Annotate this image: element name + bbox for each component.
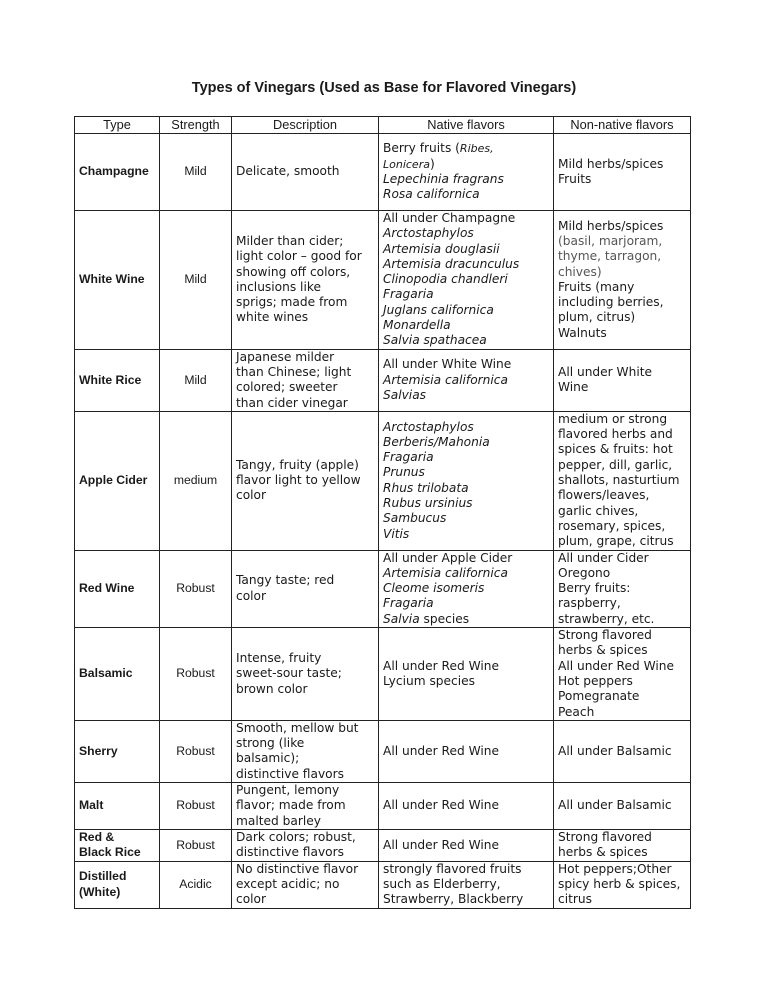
text-fragment: All under White Wine	[383, 357, 512, 372]
cell-line: (basil, marjoram,	[558, 233, 663, 248]
species-name: Sambucus	[383, 511, 447, 526]
species-name: Fragaria	[383, 596, 434, 611]
cell-line: sprigs; made from	[236, 295, 348, 310]
species-name: Artemisia dracunculus	[383, 256, 520, 271]
cell-line: White Rice	[79, 372, 142, 387]
cell-type	[75, 829, 160, 861]
cell-description	[232, 349, 379, 411]
cell-line: plum, citrus)	[558, 310, 636, 325]
cell-line	[383, 272, 549, 287]
species-name: Artemisia californica	[383, 372, 508, 387]
header-type: Type	[75, 117, 160, 134]
cell-line: spicy herb & spices,	[558, 876, 681, 891]
cell-line: Balsamic	[79, 666, 133, 681]
cell-non-native-flavors	[554, 861, 691, 908]
cell-line: Dark colors; robust,	[236, 829, 356, 844]
cell-line	[383, 187, 549, 202]
cell-line	[383, 838, 549, 853]
species-name: Artemisia californica	[383, 565, 508, 580]
species-name: Artemisia douglasii	[383, 241, 500, 256]
cell-line	[383, 450, 549, 465]
cell-line: showing off colors,	[236, 264, 351, 279]
cell-line: Smooth, mellow but	[236, 720, 359, 735]
cell-line: Mild herbs/spices	[558, 156, 664, 171]
cell-line: plum, grape, citrus	[558, 534, 674, 549]
cell-non-native-flavors	[554, 550, 691, 627]
cell-line: inclusions like	[236, 279, 321, 294]
cell-line	[383, 141, 549, 156]
cell-line: Berry fruits:	[558, 581, 631, 596]
vinegar-table	[74, 116, 691, 909]
cell-line: strong (like	[236, 736, 305, 751]
cell-line: Mild herbs/spices	[558, 218, 664, 233]
cell-line: Wine	[558, 380, 589, 395]
species-name: Juglans californica	[383, 302, 494, 317]
cell-line: including berries,	[558, 295, 664, 310]
cell-line: All under Cider	[558, 550, 649, 565]
cell-line: except acidic; no	[236, 876, 340, 891]
cell-line: colored; sweeter	[236, 380, 338, 395]
cell-line	[383, 333, 549, 348]
cell-line	[383, 892, 549, 907]
cell-line	[383, 373, 549, 388]
species-name: Clinopodia chandleri	[383, 272, 508, 287]
cell-line: No distinctive flavor	[236, 861, 359, 876]
cell-non-native-flavors	[554, 720, 691, 782]
text-fragment: All under Red Wine	[383, 798, 499, 813]
cell-line: Fruits (many	[558, 279, 635, 294]
cell-line: Milder than cider;	[236, 233, 344, 248]
cell-description	[232, 411, 379, 550]
cell-native-flavors	[379, 349, 554, 411]
cell-line: Malt	[79, 798, 104, 813]
cell-line	[383, 420, 549, 435]
cell-line: Japanese milder	[236, 349, 335, 364]
cell-non-native-flavors	[554, 628, 691, 721]
cell-line: than Chinese; light	[236, 364, 352, 379]
cell-line: All under White	[558, 364, 652, 379]
cell-line	[383, 226, 549, 241]
cell-line	[383, 744, 549, 759]
cell-line: All under Balsamic	[558, 798, 672, 813]
cell-line: All under Red Wine	[558, 658, 674, 673]
cell-line: Tangy taste; red	[236, 573, 335, 588]
cell-line	[383, 465, 549, 480]
cell-line: raspberry,	[558, 596, 621, 611]
text-fragment: All under Red Wine	[383, 658, 499, 673]
text-fragment: All under Apple Cider	[383, 550, 513, 565]
cell-native-flavors	[379, 211, 554, 350]
cell-line	[383, 877, 549, 892]
cell-strength: Acidic	[160, 861, 232, 908]
cell-line	[383, 242, 549, 257]
cell-non-native-flavors	[554, 134, 691, 211]
cell-strength: medium	[160, 411, 232, 550]
table-row	[75, 211, 691, 350]
page-title: Types of Vinegars (Used as Base for Flavored Vinegars)	[191, 80, 577, 96]
species-name: Arctostaphylos	[383, 419, 474, 434]
species-name: Vitis	[383, 526, 410, 541]
table-row	[75, 550, 691, 627]
cell-line: Pungent, lemony	[236, 783, 340, 798]
table-header-row	[75, 117, 691, 134]
cell-line	[383, 674, 549, 689]
table-body	[75, 134, 691, 909]
species-name: Fragaria	[383, 287, 434, 302]
cell-native-flavors	[379, 411, 554, 550]
table-row	[75, 861, 691, 908]
table-row	[75, 782, 691, 829]
cell-line	[383, 566, 549, 581]
cell-non-native-flavors	[554, 211, 691, 350]
cell-strength: Robust	[160, 720, 232, 782]
species-name: Berberis/Mahonia	[383, 434, 490, 449]
cell-line: color	[236, 892, 267, 907]
table-row	[75, 411, 691, 550]
cell-line: white wines	[236, 310, 309, 325]
cell-non-native-flavors	[554, 782, 691, 829]
cell-line	[383, 157, 549, 172]
text-fragment: such as Elderberry,	[383, 876, 501, 891]
cell-line: distinctive flavors	[236, 845, 344, 860]
text-fragment: )	[429, 156, 435, 171]
cell-line: Pomegranate	[558, 689, 640, 704]
cell-line: than cider vinegar	[236, 395, 348, 410]
cell-line	[383, 612, 549, 627]
cell-line	[383, 659, 549, 674]
cell-description	[232, 211, 379, 350]
cell-line: Strong flavored	[558, 829, 652, 844]
cell-non-native-flavors	[554, 829, 691, 861]
species-name: Cleome isomeris	[383, 581, 485, 596]
cell-strength: Robust	[160, 782, 232, 829]
species-name: Salvia spathacea	[383, 333, 487, 348]
species-name: Rubus ursinius	[383, 495, 473, 510]
cell-line: Hot peppers;Other	[558, 861, 672, 876]
cell-line: balsamic);	[236, 751, 300, 766]
cell-line: Walnuts	[558, 325, 607, 340]
cell-description	[232, 628, 379, 721]
cell-strength: Mild	[160, 134, 232, 211]
cell-line	[383, 357, 549, 372]
table-row	[75, 720, 691, 782]
cell-line: Fruits	[558, 172, 592, 186]
cell-line	[383, 257, 549, 272]
cell-line: herbs & spices	[558, 643, 648, 658]
cell-line: Tangy, fruity (apple)	[236, 457, 359, 472]
cell-line: brown color	[236, 681, 308, 696]
table-row	[75, 349, 691, 411]
table-row	[75, 628, 691, 721]
text-fragment: Strawberry, Blackberry	[383, 892, 524, 907]
cell-line: malted barley	[236, 813, 321, 828]
header-strength: Strength	[160, 117, 232, 134]
cell-line	[383, 481, 549, 496]
text-fragment: strongly flavored fruits	[383, 861, 522, 876]
text-fragment: Lycium species	[383, 673, 475, 688]
cell-line: Hot peppers	[558, 673, 633, 688]
cell-type	[75, 211, 160, 350]
species-name: Lonicera	[383, 157, 430, 171]
cell-strength: Mild	[160, 211, 232, 350]
species-name: Fragaria	[383, 450, 434, 465]
species-name: Salvia	[383, 611, 420, 626]
cell-line	[383, 211, 549, 226]
cell-line	[383, 318, 549, 333]
species-name: Monardella	[383, 318, 451, 333]
cell-line: citrus	[558, 892, 592, 907]
cell-description	[232, 782, 379, 829]
cell-line: Strong flavored	[558, 628, 652, 643]
cell-line: Oregono	[558, 565, 611, 580]
cell-description	[232, 550, 379, 627]
cell-description	[232, 720, 379, 782]
cell-line: color	[236, 488, 267, 503]
cell-line: sweet-sour taste;	[236, 666, 342, 681]
cell-line	[383, 551, 549, 566]
cell-non-native-flavors	[554, 411, 691, 550]
cell-line: White Wine	[79, 272, 145, 287]
cell-line: chives)	[558, 264, 602, 279]
cell-line: distinctive flavors	[236, 766, 344, 781]
table-row	[75, 829, 691, 861]
species-name: Rosa californica	[383, 187, 480, 202]
cell-line: pepper, dill, garlic,	[558, 457, 673, 472]
cell-line: flowers/leaves,	[558, 488, 650, 503]
cell-line	[383, 527, 549, 542]
cell-line	[383, 287, 549, 302]
species-name: Lepechinia fragrans	[383, 172, 504, 186]
cell-line: spices & fruits: hot	[558, 442, 673, 457]
cell-line	[383, 303, 549, 318]
cell-strength: Robust	[160, 829, 232, 861]
cell-line: flavor light to yellow	[236, 473, 361, 488]
cell-line: Apple Cider	[79, 473, 148, 488]
cell-line: strawberry, etc.	[558, 611, 655, 626]
cell-strength: Robust	[160, 628, 232, 721]
text-fragment: All under Champagne	[383, 211, 516, 225]
cell-description	[232, 829, 379, 861]
cell-line: shallots, nasturtium	[558, 473, 680, 488]
cell-native-flavors	[379, 628, 554, 721]
cell-strength: Robust	[160, 550, 232, 627]
cell-line	[383, 581, 549, 596]
species-name: Prunus	[383, 465, 425, 480]
cell-line	[383, 172, 549, 187]
cell-non-native-flavors	[554, 349, 691, 411]
cell-line: medium or strong	[558, 411, 668, 426]
cell-type	[75, 411, 160, 550]
cell-line: rosemary, spices,	[558, 518, 666, 533]
cell-line: garlic chives,	[558, 503, 639, 518]
cell-type	[75, 720, 160, 782]
cell-type	[75, 550, 160, 627]
cell-line	[383, 388, 549, 403]
species-name: Ribes,	[459, 142, 494, 156]
cell-line: Peach	[558, 704, 595, 719]
cell-line	[383, 798, 549, 813]
species-name: Salvias	[383, 387, 427, 402]
cell-native-flavors	[379, 829, 554, 861]
cell-native-flavors	[379, 720, 554, 782]
header-description: Description	[232, 117, 379, 134]
cell-line: Intense, fruity	[236, 650, 322, 665]
cell-native-flavors	[379, 782, 554, 829]
cell-line: color	[236, 588, 267, 603]
text-fragment: All under Red Wine	[383, 743, 499, 758]
cell-type	[75, 628, 160, 721]
cell-line: Champagne	[79, 164, 149, 179]
cell-line: Black Rice	[79, 845, 141, 860]
text-fragment: All under Red Wine	[383, 837, 499, 852]
cell-line: Distilled	[79, 869, 127, 884]
cell-line: Sherry	[79, 743, 118, 758]
cell-native-flavors	[379, 550, 554, 627]
cell-type	[75, 349, 160, 411]
table-row	[75, 134, 691, 211]
cell-type	[75, 134, 160, 211]
cell-line: flavored herbs and	[558, 427, 673, 442]
cell-line: thyme, tarragon,	[558, 249, 662, 264]
cell-line	[383, 435, 549, 450]
cell-line: Delicate, smooth	[236, 164, 340, 179]
cell-line	[383, 862, 549, 877]
species-name: Arctostaphylos	[383, 226, 474, 241]
cell-line: Red Wine	[79, 581, 135, 596]
cell-line: flavor; made from	[236, 798, 346, 813]
cell-native-flavors	[379, 134, 554, 211]
text-fragment: species	[419, 611, 470, 626]
cell-native-flavors	[379, 861, 554, 908]
cell-line: (White)	[79, 884, 121, 899]
cell-line: Red &	[79, 829, 115, 844]
header-native-flavors: Native flavors	[379, 117, 554, 134]
cell-line: light color – good for	[236, 249, 362, 264]
cell-description	[232, 861, 379, 908]
cell-line	[383, 596, 549, 611]
header-non-native-flavors: Non-native flavors	[554, 117, 691, 134]
species-name: Rhus trilobata	[383, 480, 469, 495]
cell-line	[383, 496, 549, 511]
cell-line	[383, 511, 549, 526]
cell-strength: Mild	[160, 349, 232, 411]
cell-line: All under Balsamic	[558, 743, 672, 758]
cell-type	[75, 861, 160, 908]
cell-type	[75, 782, 160, 829]
cell-line: herbs & spices	[558, 845, 648, 860]
text-fragment: Berry fruits (	[383, 141, 460, 156]
cell-description	[232, 134, 379, 211]
